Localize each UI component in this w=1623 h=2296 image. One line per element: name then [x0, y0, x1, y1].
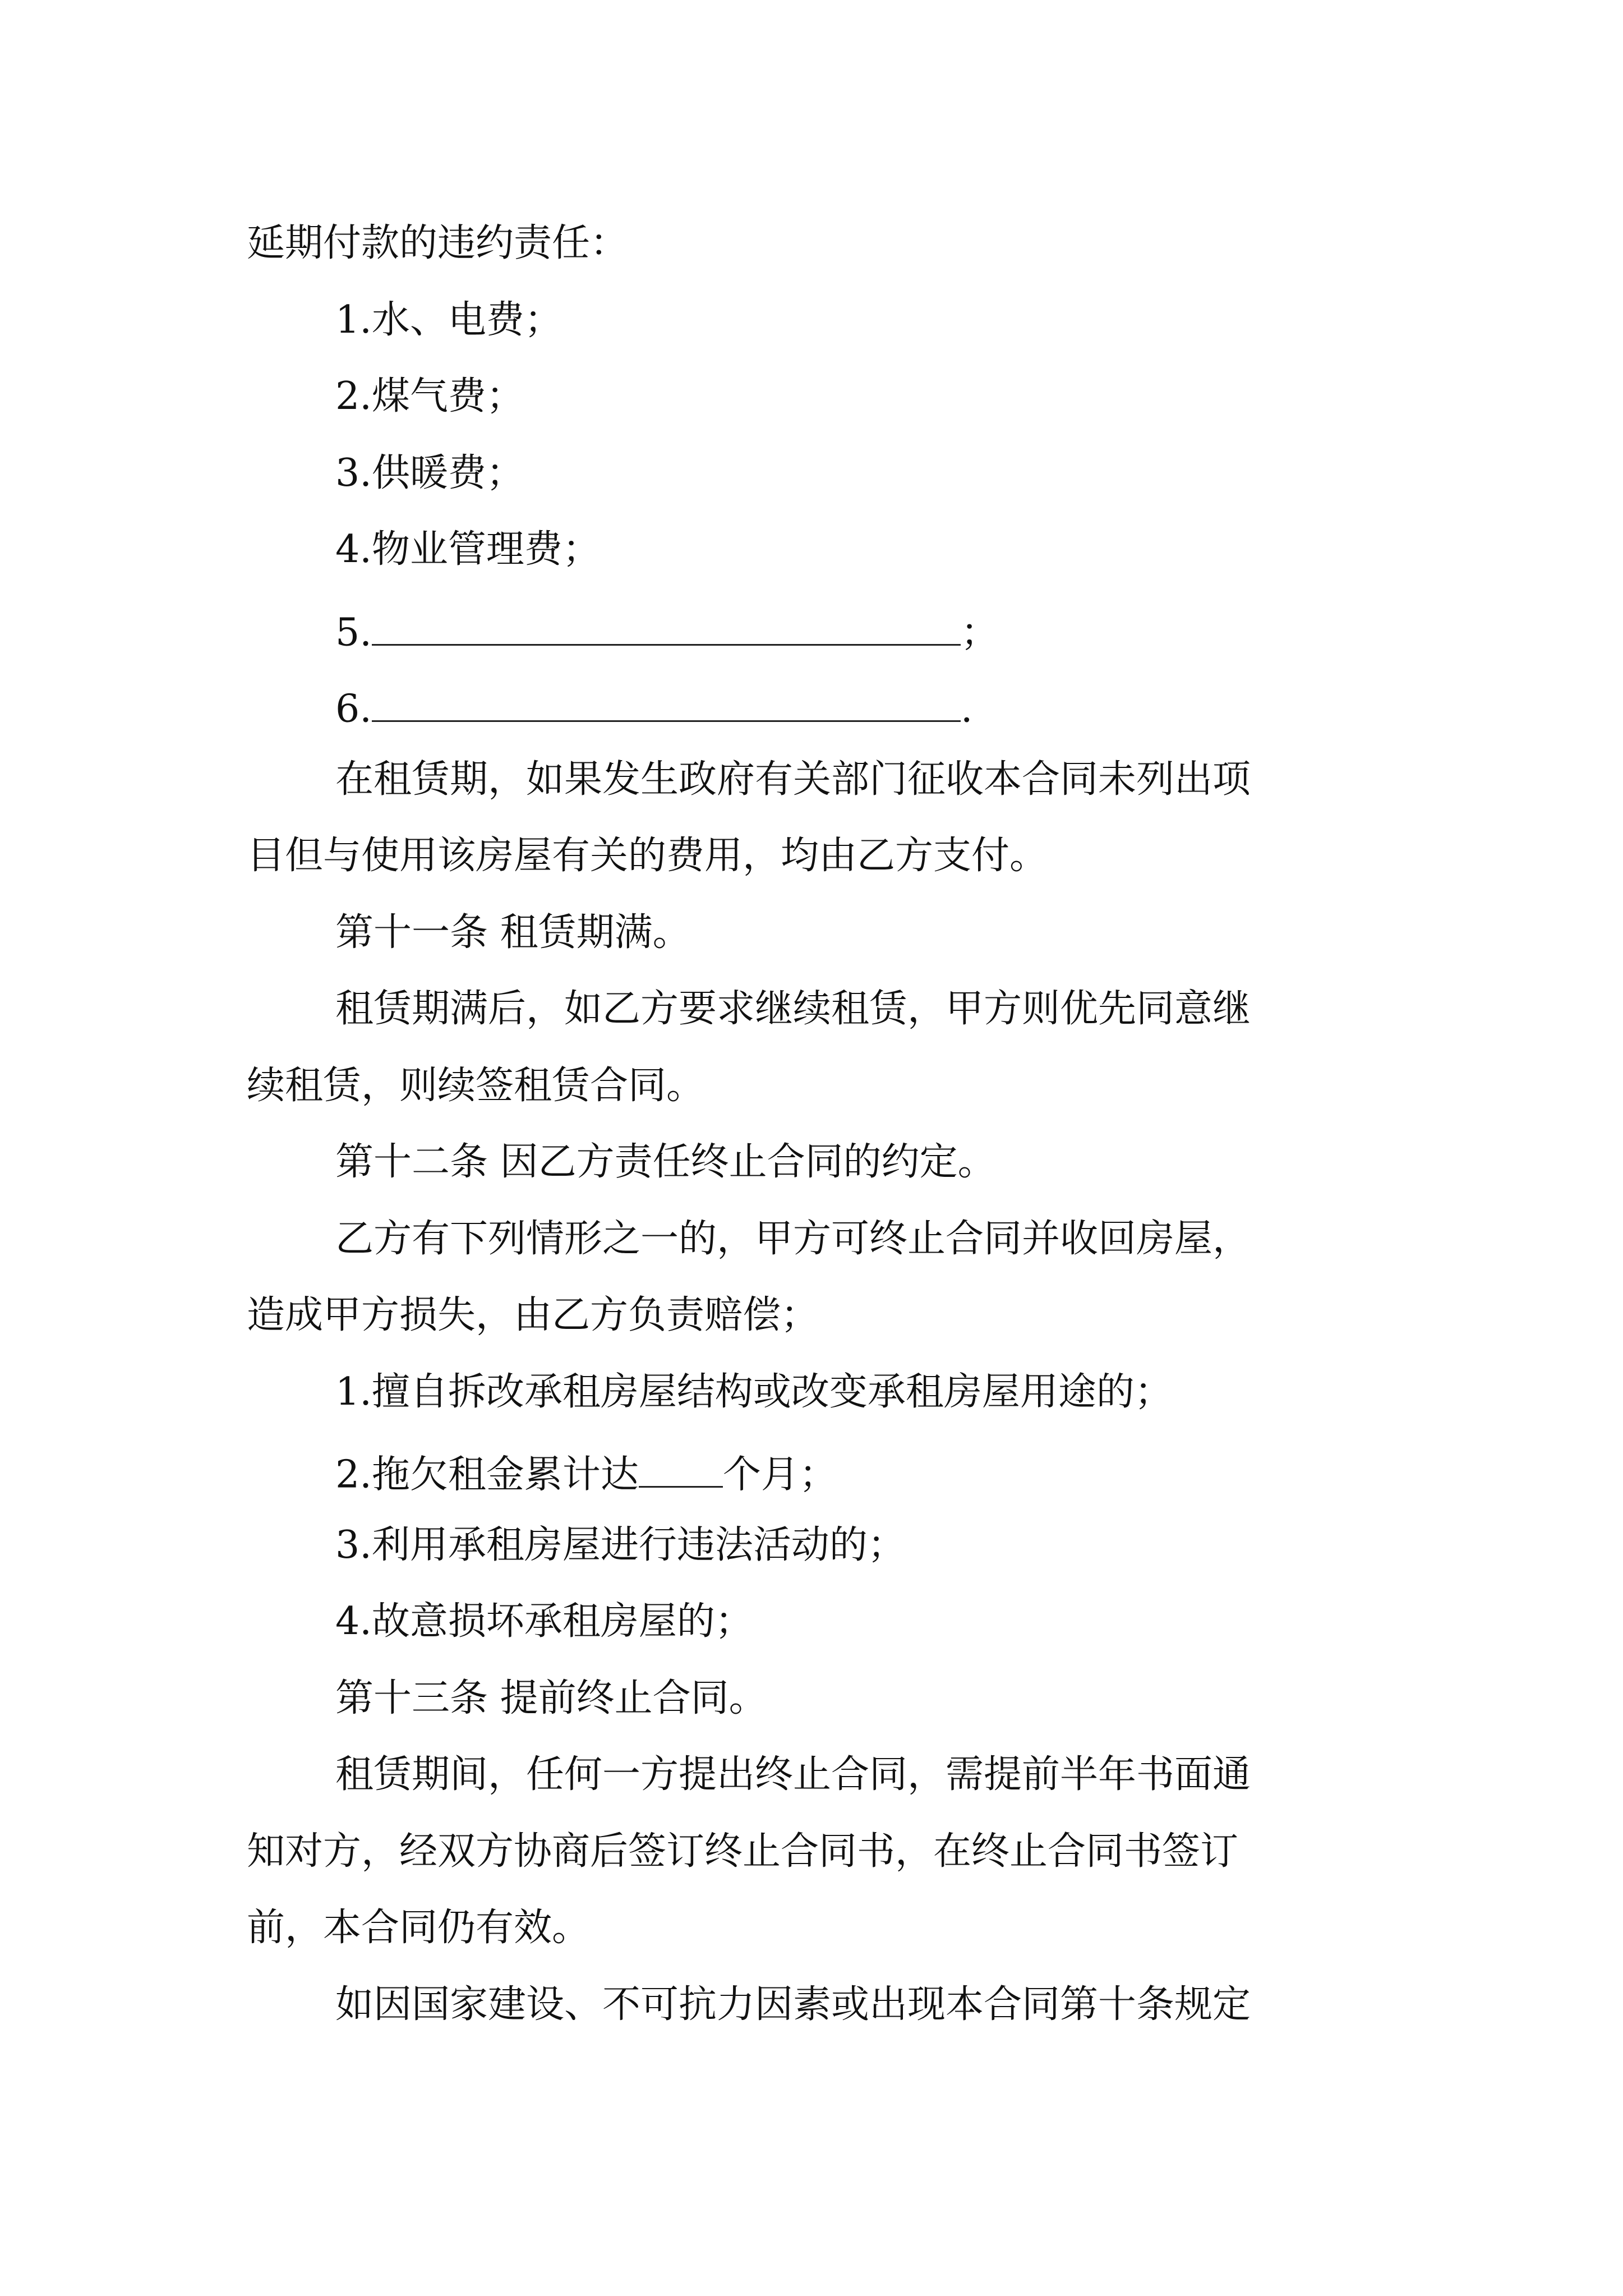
- blank-list-item: [335, 684, 973, 729]
- paragraph-line: 在租赁期，如果发生政府有关部门征收本合同未列出项: [335, 757, 1251, 802]
- article-heading: 第十三条 提前终止合同。: [335, 1676, 767, 1720]
- paragraph-line: 租赁期间，任何一方提出终止合同，需提前半年书面通: [335, 1752, 1251, 1797]
- blank-list-item: [335, 608, 999, 655]
- list-item: 3.供暖费；: [335, 451, 524, 495]
- paragraph-line: 目但与使用该房屋有关的费用，均由乙方支付。: [247, 834, 1048, 878]
- paragraph-line: 续租赁，则续签租赁合同。: [247, 1064, 705, 1108]
- list-item: 3.利用承租房屋进行违法活动的；: [335, 1523, 906, 1567]
- paragraph-line: 造成甲方损失，由乙方负责赔偿；: [247, 1293, 819, 1337]
- list-item: [335, 1450, 837, 1497]
- text-line: 延期付款的违约责任：: [247, 221, 629, 265]
- paragraph-line: 前，本合同仍有效。: [247, 1906, 591, 1950]
- fill-in-blank: [372, 608, 961, 646]
- item-number: 5.: [335, 610, 372, 655]
- fill-in-blank: [639, 1450, 723, 1488]
- item-text: 2.拖欠租金累计达: [335, 1452, 639, 1497]
- paragraph-line: 租赁期满后，如乙方要求继续租赁，甲方则优先同意继: [335, 987, 1251, 1031]
- paragraph-line: 如因国家建设、不可抗力因素或出现本合同第十条规定: [335, 1982, 1251, 2027]
- list-item: 1.水、电费；: [335, 298, 562, 342]
- fill-in-blank: [372, 684, 961, 722]
- list-item: 1.擅自拆改承租房屋结构或改变承租房屋用途的；: [335, 1370, 1173, 1414]
- list-item: 4.故意损坏承租房屋的；: [335, 1599, 753, 1644]
- article-heading: 第十一条 租赁期满。: [335, 910, 691, 955]
- item-number: 6.: [335, 687, 372, 731]
- list-item: 2.煤气费；: [335, 374, 524, 418]
- article-heading: 第十二条 因乙方责任终止合同的约定。: [335, 1140, 996, 1184]
- paragraph-line: 知对方，经双方协商后签订终止合同书，在终止合同书签订: [247, 1829, 1239, 1874]
- item-text: 个月；: [722, 1452, 837, 1497]
- item-end: .: [960, 687, 973, 731]
- item-end: ；: [960, 610, 999, 655]
- list-item: 4.物业管理费；: [335, 527, 601, 572]
- paragraph-line: 乙方有下列情形之一的，甲方可终止合同并收回房屋，: [335, 1217, 1251, 1261]
